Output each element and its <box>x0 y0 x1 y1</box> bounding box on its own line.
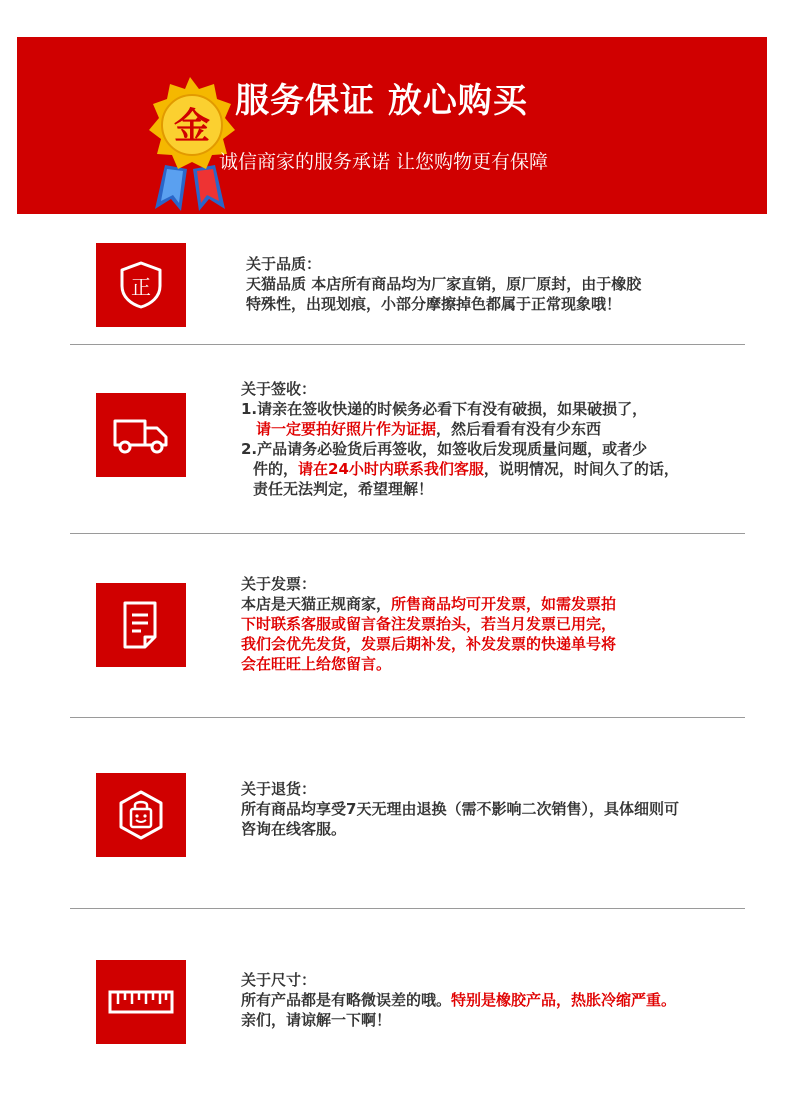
svg-text:正: 正 <box>131 275 151 299</box>
returns-text: 关于退货： 所有商品均享受7天无理由退换（需不影响二次销售），具体细则可 咨询在线客服。 <box>241 780 679 838</box>
receipt-icon-box <box>96 393 186 477</box>
section-heading: 关于签收： <box>241 380 317 398</box>
ruler-icon <box>108 988 174 1016</box>
divider <box>70 344 745 345</box>
service-guarantee-banner <box>17 37 767 214</box>
invoice-icon-box <box>96 583 186 667</box>
section-heading: 关于尺寸： <box>241 971 317 989</box>
size-icon-box <box>96 960 186 1044</box>
invoice-document-icon <box>119 599 163 651</box>
gold-medal-icon <box>135 73 245 213</box>
divider <box>70 533 745 534</box>
invoice-text: 关于发票： 本店是天猫正规商家，所售商品均可开发票，如需发票拍 下时联系客服或留言备注发票抬头，若当月发票已用完， 我们会优先发货，发票后期补发，补发发票的快递单号将 会在旺旺上给您留言。 <box>241 575 617 673</box>
shopping-bag-icon <box>115 789 167 841</box>
receipt-text: 关于签收： 1.请亲在签收快递的时候务必看下有没有破损，如果破损了， 请一定要拍好照片作为证据，然后看看有没有少东西 2.产品请务必验货后再签收，如签收后发现质量问题，或者少 件的，请在24小时内联系我们客服，说明情况，时间久了的话， 责任无法判定，希望理解！ <box>241 380 679 498</box>
size-text: 关于尺寸： 所有产品都是有略微误差的哦。特别是橡胶产品，热胀冷缩严重。 亲们，请谅解一下啊！ <box>241 971 677 1029</box>
medal-char: 金 <box>173 106 211 147</box>
section-heading: 关于发票： <box>241 575 317 593</box>
delivery-truck-icon <box>111 415 171 455</box>
divider <box>70 908 745 909</box>
divider <box>70 717 745 718</box>
quality-icon-box <box>96 243 186 327</box>
shield-zheng-icon <box>117 260 165 310</box>
quality-text: 关于品质： 天猫品质 本店所有商品均为厂家直销，原厂原封，由于橡胶 特殊性，出现划痕，小部分摩擦掉色都属于正常现象哦！ <box>246 255 642 313</box>
banner-title: 服务保证 放心购买 <box>235 81 528 121</box>
section-heading: 关于退货： <box>241 780 317 798</box>
banner-subtitle: 诚信商家的服务承诺 让您购物更有保障 <box>219 151 549 173</box>
returns-icon-box <box>96 773 186 857</box>
section-heading: 关于品质： <box>246 255 322 273</box>
